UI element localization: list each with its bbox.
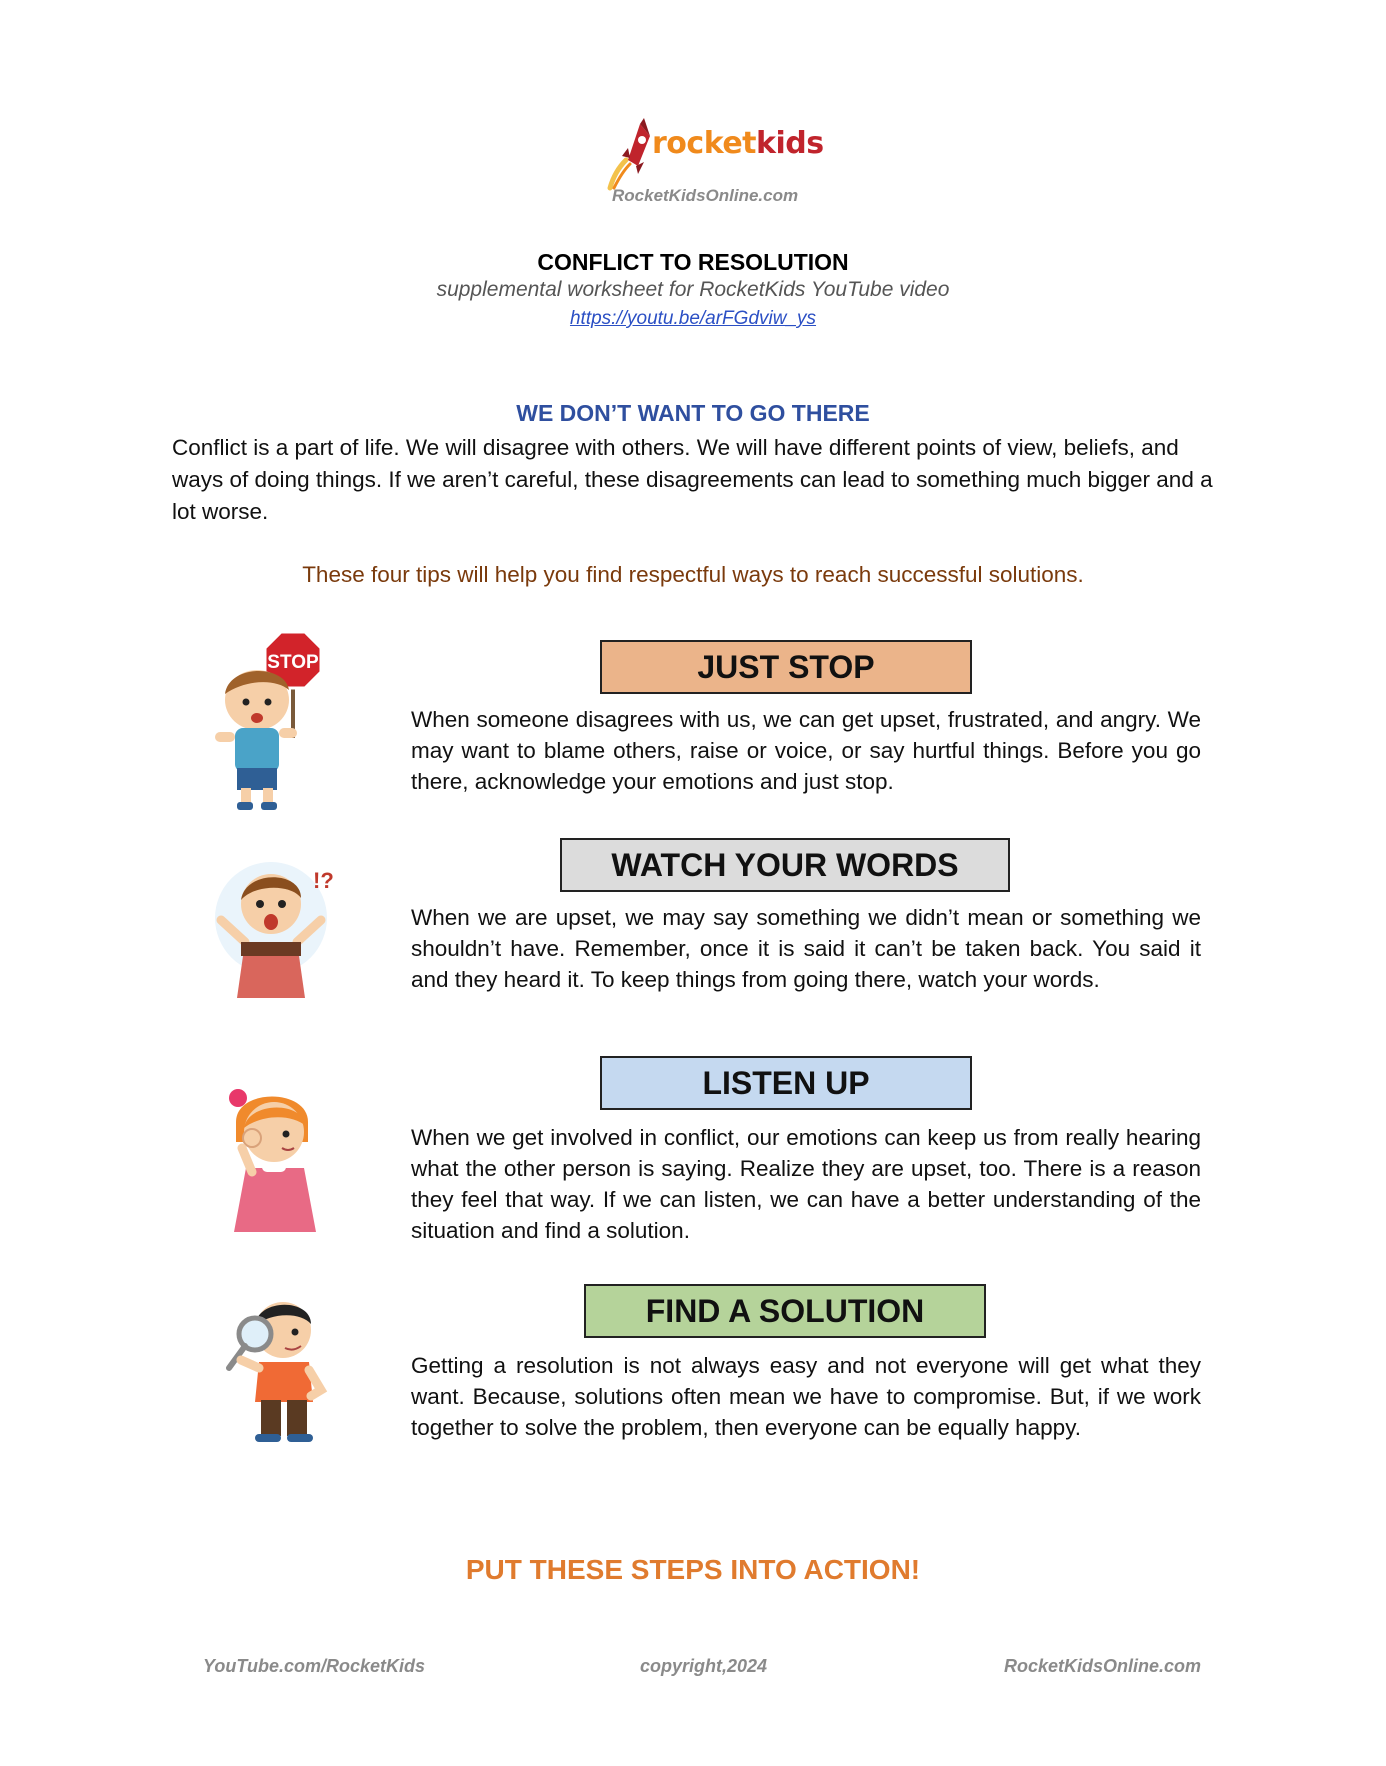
rocket-icon <box>600 114 660 194</box>
page-subtitle: supplemental worksheet for RocketKids YouTube video <box>436 278 950 301</box>
tip-title-find-a-solution: FIND A SOLUTION <box>584 1284 986 1338</box>
intro-paragraph: Conflict is a part of life. We will disagree with others. We will have different points of view, beliefs, and ways of doing things. If we aren’t careful, these disagreements can lead to something much bigger and a lot worse. <box>172 435 1213 524</box>
video-link[interactable]: https://youtu.be/arFGdviw_ys <box>569 308 817 329</box>
boy-with-magnifying-glass-icon <box>215 1290 335 1446</box>
logo-site-url: RocketKidsOnline.com <box>612 186 799 205</box>
kid-holding-stop-sign-icon <box>205 628 345 814</box>
stop-sign-label: STOP <box>267 652 319 673</box>
footer-copyright: copyright,2024 <box>640 1656 768 1676</box>
girl-listening-icon <box>222 1082 332 1242</box>
tip-text-just-stop: When someone disagrees with us, we can get upset, frustrated, and angry. We may want to blame others, raise or voice, or say hurtful things. Before you go there, acknowledge your emotions and just stop. <box>411 707 1201 794</box>
logo-word-rocket: rocket <box>652 126 757 161</box>
surprised-boy-icon <box>205 858 345 998</box>
tip-title-just-stop: JUST STOP <box>600 640 972 694</box>
exclaim-question-marks: !? <box>313 868 334 893</box>
tip-text-watch-your-words: When we are upset, we may say something we didn’t mean or something we shouldn’t have. Remember, once it is said it can’t be taken back. You said it and they heard it. To keep things from going there, watch your words. <box>411 905 1201 992</box>
tip-text-listen-up: When we get involved in conflict, our emotions can keep us from really hearing what the other person is saying. Realize they are upset, too. There is a reason they feel that way. If we can listen, we can have a better understanding of the situation and find a solution. <box>411 1125 1201 1243</box>
tip-title-listen-up: LISTEN UP <box>600 1056 972 1110</box>
page-title: CONFLICT TO RESOLUTION <box>537 249 849 275</box>
footer-youtube: YouTube.com/RocketKids <box>203 1656 426 1676</box>
logo-word-kids: kids <box>756 126 824 161</box>
call-to-action: PUT THESE STEPS INTO ACTION! <box>465 1554 921 1585</box>
tips-intro: These four tips will help you find respectful ways to reach successful solutions. <box>302 562 1084 587</box>
tip-text-find-a-solution: Getting a resolution is not always easy and not everyone will get what they want. Because, solutions often mean we have to compromise. But, if we work together to solve the problem, then everyone can be equally happy. <box>411 1353 1201 1440</box>
section-heading: WE DON’T WANT TO GO THERE <box>516 400 870 426</box>
footer-site: RocketKidsOnline.com <box>1004 1656 1202 1676</box>
logo-wordmark <box>652 126 824 161</box>
tip-title-watch-your-words: WATCH YOUR WORDS <box>560 838 1010 892</box>
